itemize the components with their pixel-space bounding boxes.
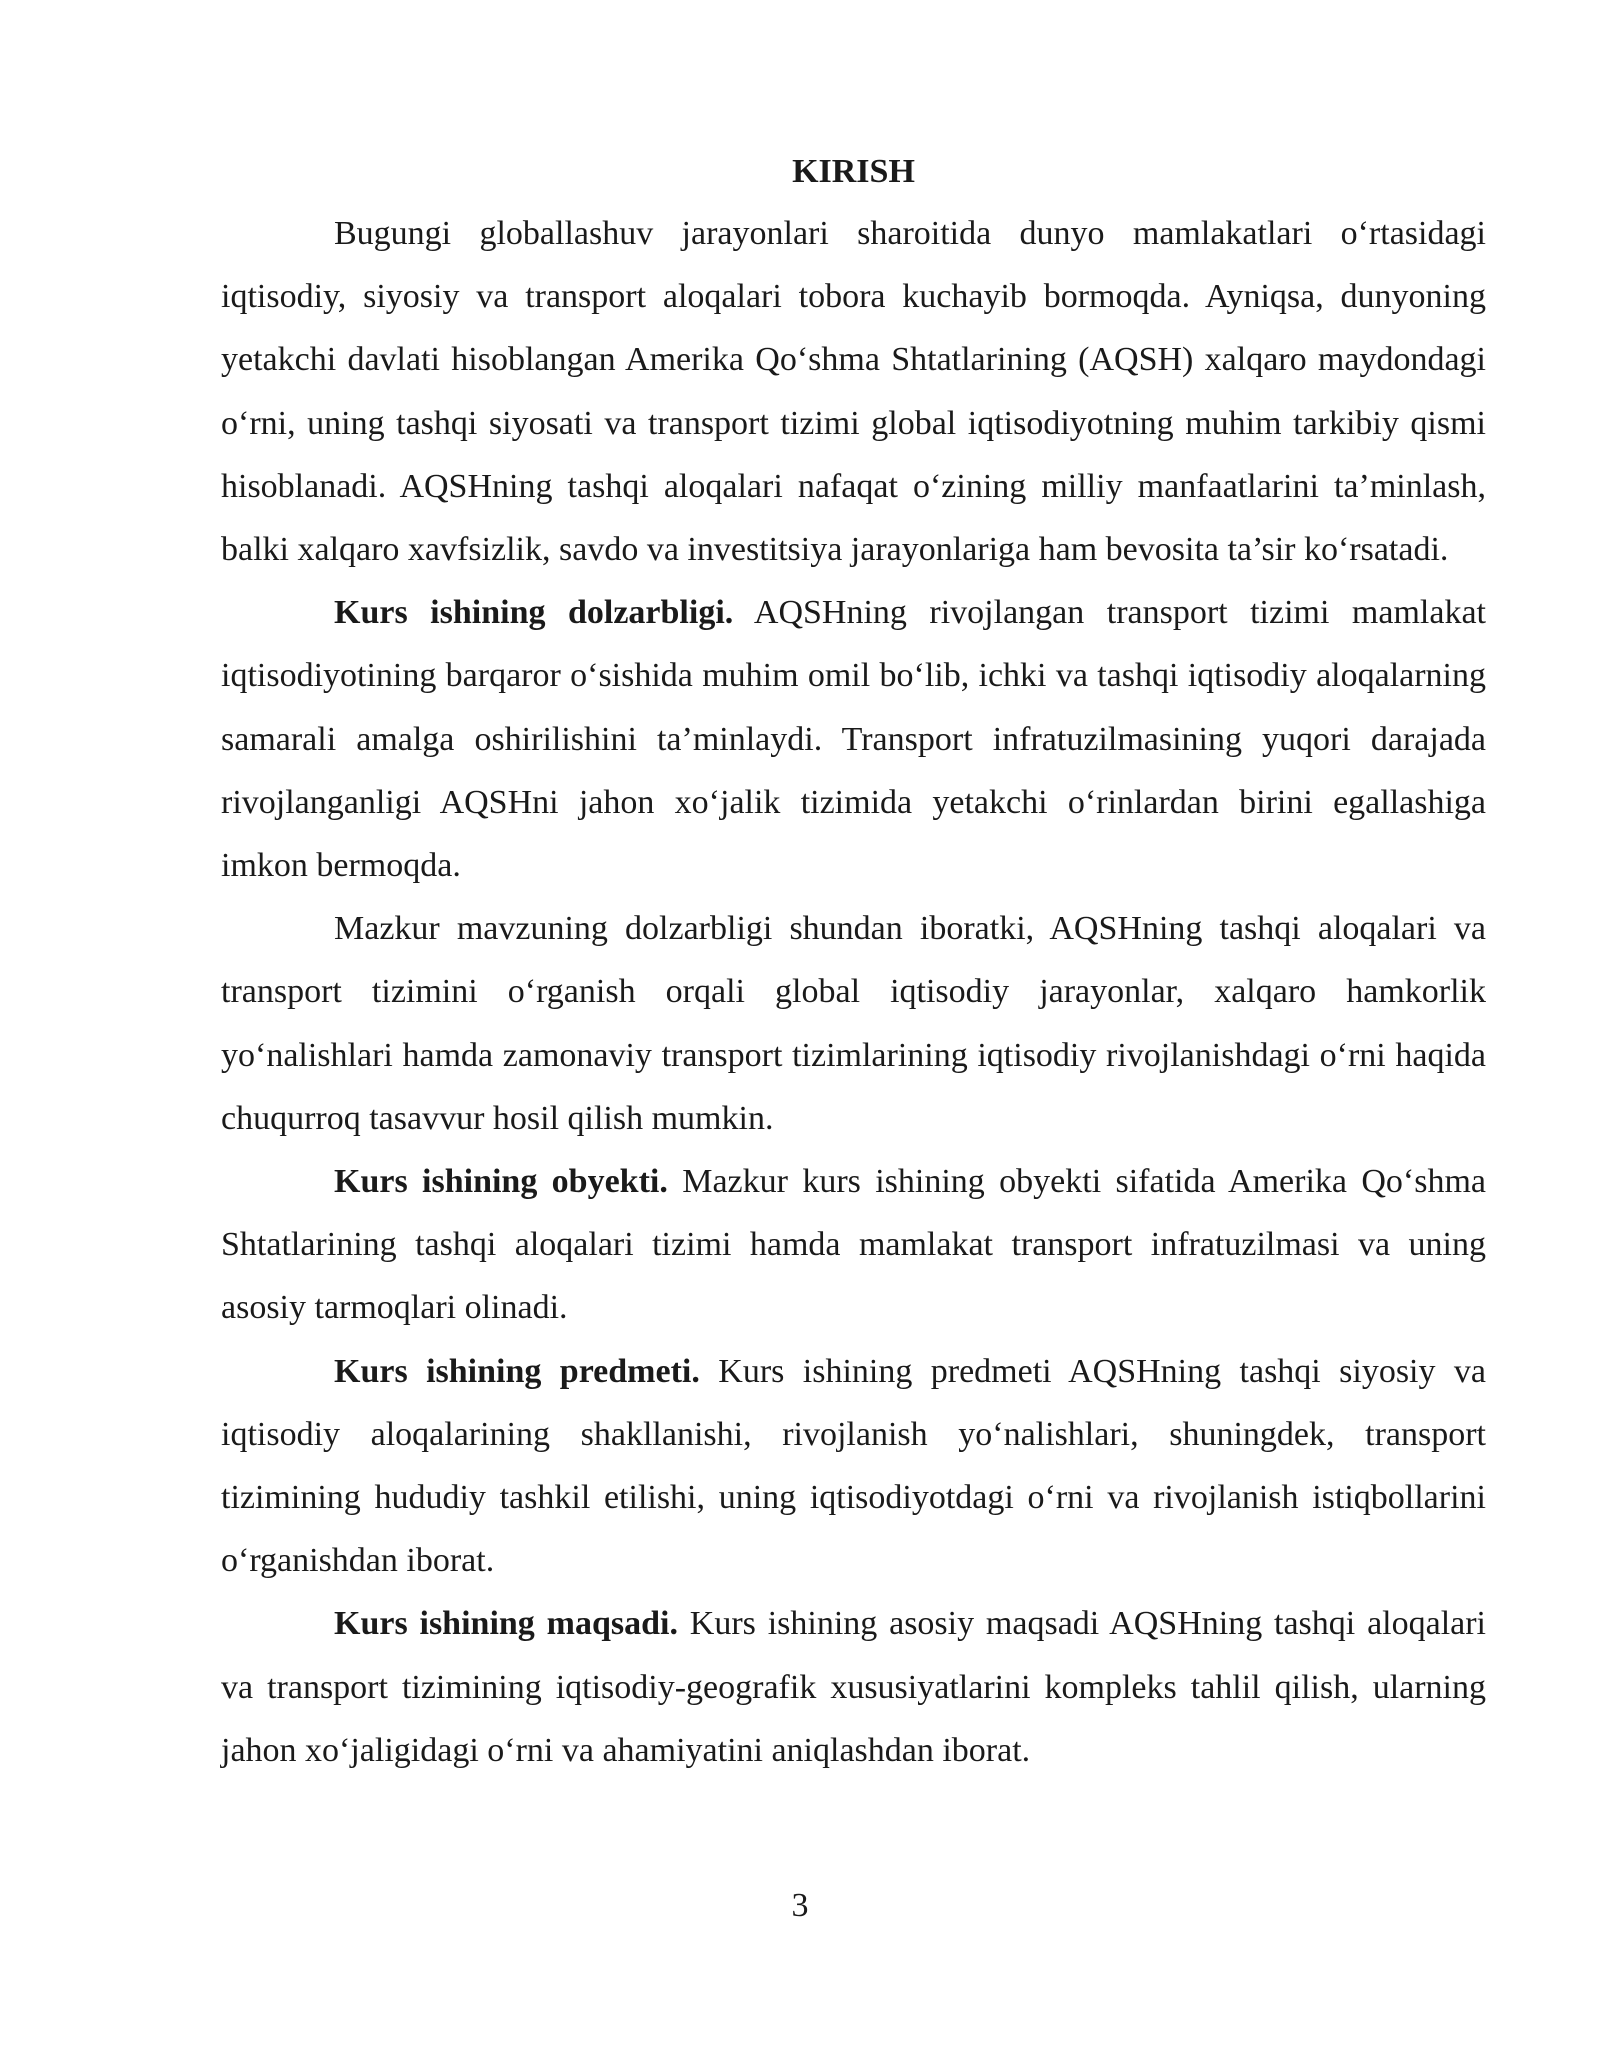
- paragraph-text: AQSHning rivojlangan transport tizimi mamlakat iqtisodiyotining barqaror o‘sishida muhim omil bo‘lib, ichki va tashqi iqtisodiy aloqalarning samarali amalga oshirilishini ta’minlaydi. Transport infratuzilmasining yuqori darajada rivojlanganligi AQSHni jahon xo‘jalik tizimida yetakchi o‘rinlardan birini egallashiga imkon bermoqda.: [221, 594, 1486, 885]
- page-number: 3: [791, 1887, 809, 1924]
- paragraph-text: Mazkur kurs ishining obyekti sifatida Amerika Qo‘shma Shtatlarining tashqi aloqalari tizimi hamda mamlakat transport infratuzilmasi va uning asosiy tarmoqlari olinadi.: [221, 1163, 1487, 1327]
- paragraph-object: [221, 1150, 1486, 1340]
- paragraph-relevance: [221, 581, 1486, 897]
- paragraph-lead: Kurs ishining obyekti.: [334, 1163, 668, 1201]
- paragraph-lead: Kurs ishining predmeti.: [334, 1352, 700, 1390]
- page-content: [221, 142, 1486, 1782]
- paragraph-relevance-detail: [221, 897, 1486, 1150]
- paragraph-subject: [221, 1340, 1486, 1593]
- paragraph-text: Bugungi globallashuv jarayonlari sharoitida dunyo mamlakatlari o‘rtasidagi iqtisodiy, siyosiy va transport aloqalari tobora kuchayib bormoqda. Ayniqsa, dunyoning yetakchi davlati hisoblangan Amerika Qo‘shma Shtatlarining (AQSH) xalqaro maydondagi o‘rni, uning tashqi siyosati va transport tizimi global iqtisodiyotning muhim tarkibiy qismi hisoblanadi. AQSHning tashqi aloqalari nafaqat o‘zining milliy manfaatlarini ta’minlash, balki xalqaro xavfsizlik, savdo va investitsiya jarayonlariga ham bevosita ta’sir ko‘rsatadi.: [221, 215, 1486, 569]
- paragraph-intro: [221, 202, 1486, 581]
- paragraph-lead: Kurs ishining dolzarbligi.: [334, 594, 734, 632]
- paragraph-text: Kurs ishining asosiy maqsadi AQSHning tashqi aloqalari va transport tizimining iqtisodiy-geografik xususiyatlarini kompleks tahlil qilish, ularning jahon xo‘jaligidagi o‘rni va ahamiyatini aniqlashdan iborat.: [221, 1605, 1486, 1769]
- paragraph-text: Kurs ishining predmeti AQSHning tashqi siyosiy va iqtisodiy aloqalarining shakllanishi, rivojlanish yo‘nalishlari, shuningdek, transport tizimining hududiy tashkil etilishi, uning iqtisodiyotdagi o‘rni va rivojlanish istiqbollarini o‘rganishdan iborat.: [221, 1352, 1487, 1580]
- paragraph-goal: [221, 1592, 1486, 1782]
- paragraph-lead: Kurs ishining maqsadi.: [334, 1605, 678, 1643]
- section-title: KIRISH: [792, 153, 915, 190]
- paragraph-text: Mazkur mavzuning dolzarbligi shundan iboratki, AQSHning tashqi aloqalari va transport tizimini o‘rganish orqali global iqtisodiy jarayonlar, xalqaro hamkorlik yo‘nalishlari hamda zamonaviy transport tizimlarining iqtisodiy rivojlanishdagi o‘rni haqida chuqurroq tasavvur hosil qilish mumkin.: [221, 910, 1486, 1137]
